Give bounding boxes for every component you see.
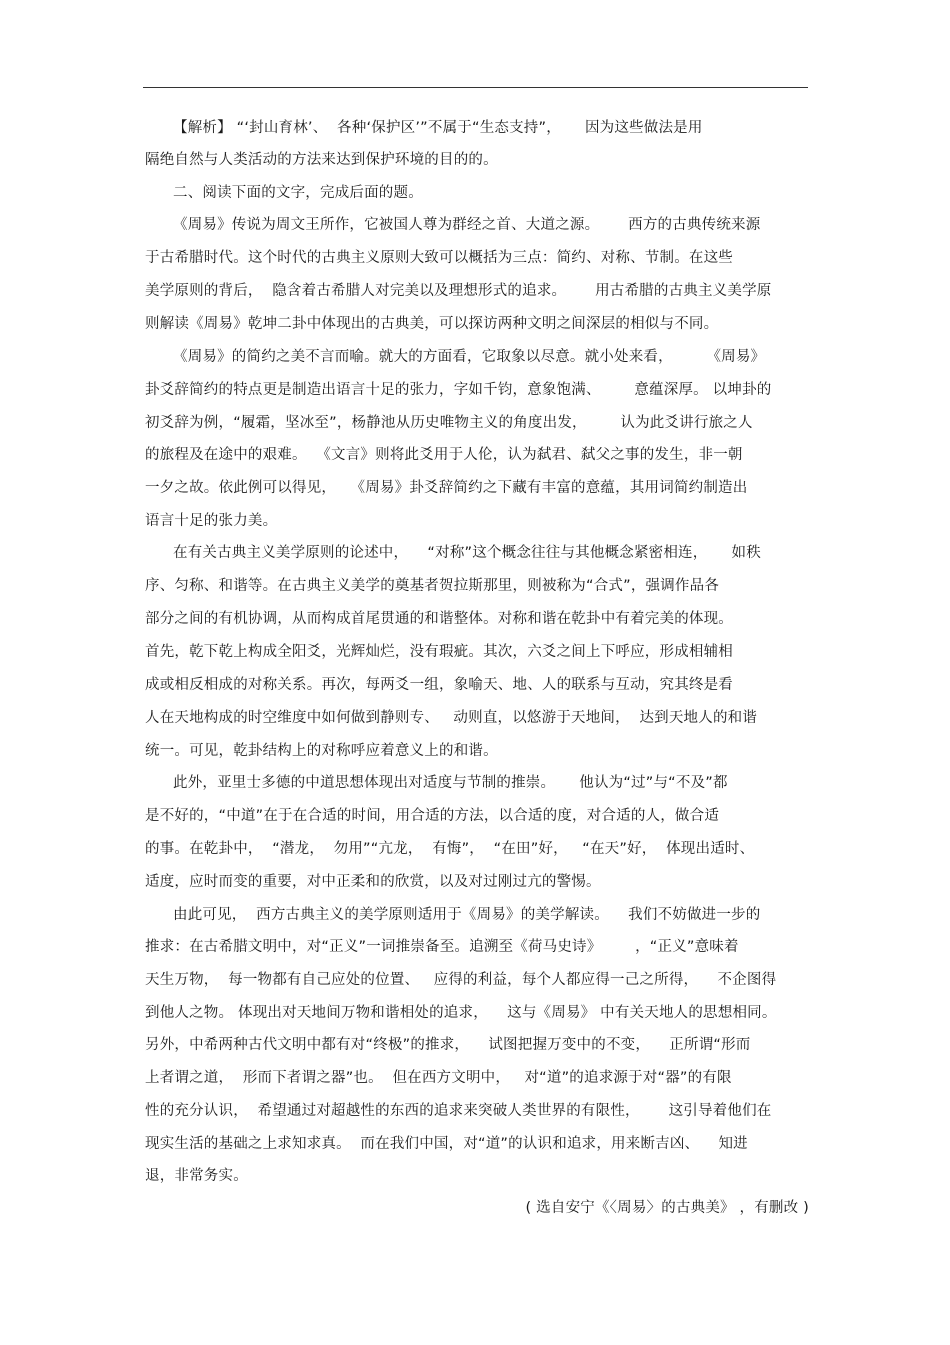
text-line: 部分之间的有机协调，从而构成首尾贯通的和谐整体。对称和谐在乾卦中有着完美的体现。 <box>145 611 733 627</box>
text-line: 上者谓之道， 形而下者谓之器”也。 但在西方文明中， 对“道”的追求源于对“器”的有限 <box>145 1070 732 1086</box>
text-line: 一夕之故。依此例可以得见， 《周易》卦爻辞简约之下藏有丰富的意蕴，其用词简约制造出 <box>145 480 748 496</box>
text-line: 此外，亚里士多德的中道思想体现出对适度与节制的推崇。 他认为“过”与“不及”都 <box>173 775 728 791</box>
text-line: 首先，乾下乾上构成全阳爻，光辉灿烂，没有瑕疵。其次，六爻之间上下呼应，形成相辅相 <box>145 644 733 660</box>
text-line: 初爻辞为例，“履霜，坚冰至”，杨静池从历史唯物主义的角度出发， 认为此爻讲行旅之人 <box>145 415 753 431</box>
text-line: 于古希腊时代。这个时代的古典主义原则大致可以概括为三点：简约、对称、节制。在这些 <box>145 250 733 266</box>
text-line: 的旅程及在途中的艰难。 《文言》则将此爻用于人伦，认为弑君、弑父之事的发生，非一朝 <box>145 447 743 463</box>
text-line: 则解读《周易》乾坤二卦中体现出的古典美，可以探访两种文明之间深层的相似与不同。 <box>145 316 719 332</box>
text-line: 成或相反相成的对称关系。再次，每两爻一组，象喻天、地、人的联系与互动，究其终是看 <box>145 677 733 693</box>
text-line: 美学原则的背后， 隐含着古希腊人对完美以及理想形式的追求。 用古希腊的古典主义美学原 <box>145 283 772 299</box>
text-line: 退，非常务实。 <box>145 1168 248 1184</box>
text-line: 《周易》的简约之美不言而喻。就大的方面看，它取象以尽意。就小处来看， 《周易》 <box>173 349 766 365</box>
text-line: 性的充分认识， 希望通过对超越性的东西的追求来突破人类世界的有限性， 这引导着他们在 <box>145 1103 772 1119</box>
text-line: 另外，中希两种古代文明中都有对“终极”的推求， 试图把握万变中的不变， 正所谓“形而 <box>145 1037 751 1053</box>
section-heading: 二、阅读下面的文字，完成后面的题。 <box>173 185 423 201</box>
text-line: 由此可见， 西方古典主义的美学原则适用于《周易》的美学解读。 我们不妨做进一步的 <box>173 907 761 923</box>
text-line: 卦爻辞简约的特点更是制造出语言十足的张力，字如千钧，意象饱满、 意蕴深厚。 以坤卦的 <box>145 382 772 398</box>
text-line: 的事。在乾卦中， “潜龙， 勿用”“亢龙， 有悔”， “在田”好， “在天”好， 体现出适时、 <box>145 841 755 857</box>
header-rule <box>143 87 808 88</box>
text-line: 到他人之物。 体现出对天地间万物和谐相处的追求， 这与《周易》 中有关天地人的思想相同。 <box>145 1005 777 1021</box>
text-line: 天生万物， 每一物都有自己应处的位置、 应得的利益，每个人都应得一己之所得， 不企图得 <box>145 972 777 988</box>
text-line: 在有关古典主义美学原则的论述中， “对称”这个概念往往与其他概念紧密相连， 如秩 <box>173 545 761 561</box>
text-line: 现实生活的基础之上求知求真。 而在我们中国，对“道”的认识和追求，用来断吉凶、 知进 <box>145 1136 748 1152</box>
text-line: 统一。可见，乾卦结构上的对称呼应着意义上的和谐。 <box>145 743 498 759</box>
source-citation: ( 选自安宁《〈周易〉的古典美》 ，有删改 ) <box>525 1200 809 1216</box>
text-line: 《周易》传说为周文王所作，它被国人尊为群经之首、大道之源。 西方的古典传统来源 <box>173 217 761 233</box>
text-line: 是不好的，“中道”在于在合适的时间，用合适的方法，以合适的度，对合适的人，做合适 <box>145 808 720 824</box>
text-line: 序、匀称、和谐等。在古典主义美学的奠基者贺拉斯那里，则被称为“合式”，强调作品各 <box>145 578 720 594</box>
text-line: 推求：在古希腊文明中，对“正义”一词推崇备至。追溯至《荷马史诗》 ，“正义”意味着 <box>145 939 739 955</box>
text-line: 隔绝自然与人类活动的方法来达到保护环境的目的的。 <box>145 152 498 168</box>
text-line: 人在天地构成的时空维度中如何做到静则专、 动则直，以悠游于天地间， 达到天地人的和谐 <box>145 710 758 726</box>
text-line: 适度，应时而变的重要，对中正柔和的欣赏，以及对过刚过亢的警惕。 <box>145 874 601 890</box>
text-line: 语言十足的张力美。 <box>145 513 278 529</box>
analysis-line: 【解析】 “‘封山育林’、 各种‘保护区’”不属于“生态支持”， 因为这些做法是用 <box>173 120 703 136</box>
